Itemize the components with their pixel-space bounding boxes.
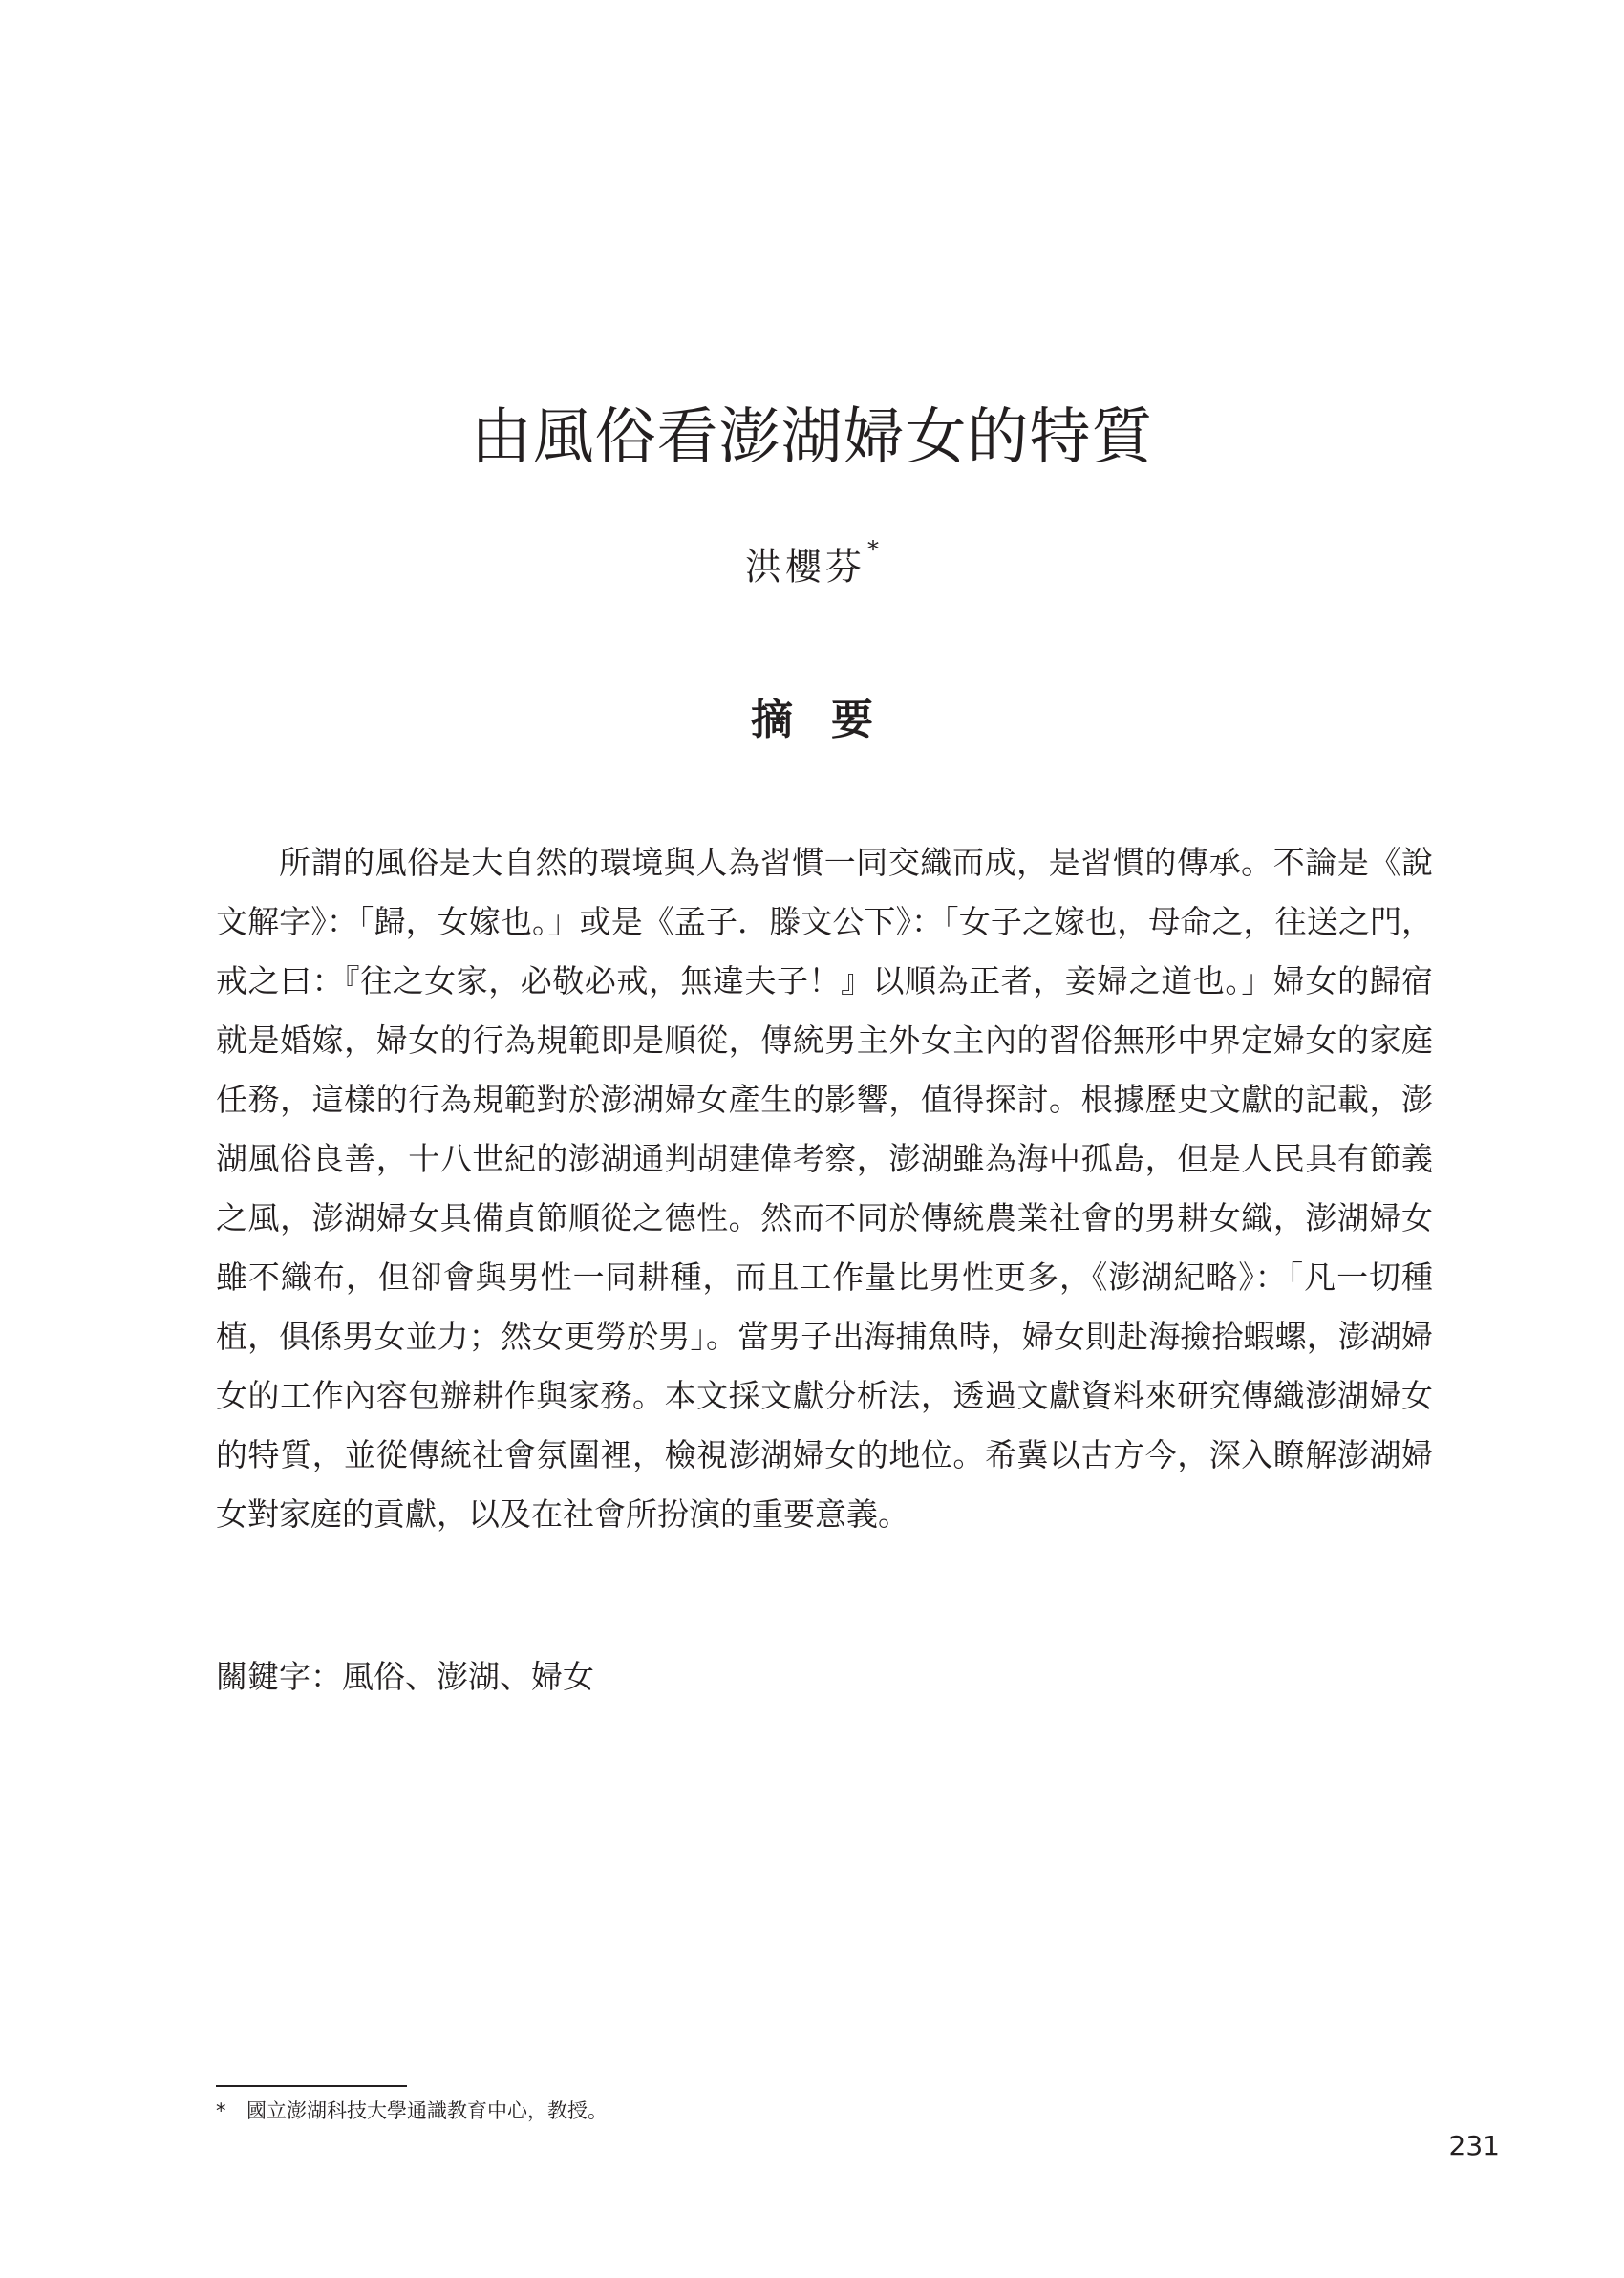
keywords: 關鍵字：風俗、澎湖、婦女 — [216, 1658, 594, 1695]
page-number: 231 — [1448, 2130, 1500, 2161]
footnote-divider — [216, 2085, 407, 2087]
abstract-body: 所謂的風俗是大自然的環境與人為習慣一同交織而成，是習慣的傳承。不論是《說文解字》：「歸，女嫁也。」或是《孟子．滕文公下》：「女子之嫁也，母命之，往送之門，戒之曰：『往之女家，必敬必戒，無違夫子！』以順為正者，妾婦之道也。」婦女的歸宿就是婚嫁，婦女的行為規範即是順從，傳統男主外女主內的習俗無形中界定婦女的家庭任務，這樣的行為規範對於澎湖婦女產生的影響，值得探討。根據歷史文獻的記載，澎湖風俗良善，十八世紀的澎湖通判胡建偉考察，澎湖雖為海中孤島，但是人民具有節義之風，澎湖婦女具備貞節順從之德性。然而不同於傳統農業社會的男耕女織，澎湖婦女雖不織布，但卻會與男性一同耕種，而且工作量比男性更多，《澎湖紀略》：「凡一切種植，俱係男女並力；然女更勞於男」。當男子出海捕魚時，婦女則赴海撿拾蝦螺，澎湖婦女的工作內容包辦耕作與家務。本文採文獻分析法，透過文獻資料來研究傳織澎湖婦女的特質，並從傳統社會氛圍裡，檢視澎湖婦女的地位。希冀以古方今，深入瞭解澎湖婦女對家庭的貢獻，以及在社會所扮演的重要意義。 — [216, 844, 1433, 1533]
footnote-text: 國立澎湖科技大學通識教育中心，教授。 — [246, 2099, 608, 2122]
footnote-mark: * — [216, 2099, 226, 2122]
footnote — [216, 2096, 1433, 2125]
author-footnote-mark: * — [867, 536, 879, 563]
article-title: 由風俗看澎湖婦女的特質 — [470, 402, 1154, 473]
author-line — [0, 535, 1624, 591]
abstract-heading: 摘要 — [751, 696, 911, 744]
author-name: 洪櫻芬 — [744, 546, 865, 589]
